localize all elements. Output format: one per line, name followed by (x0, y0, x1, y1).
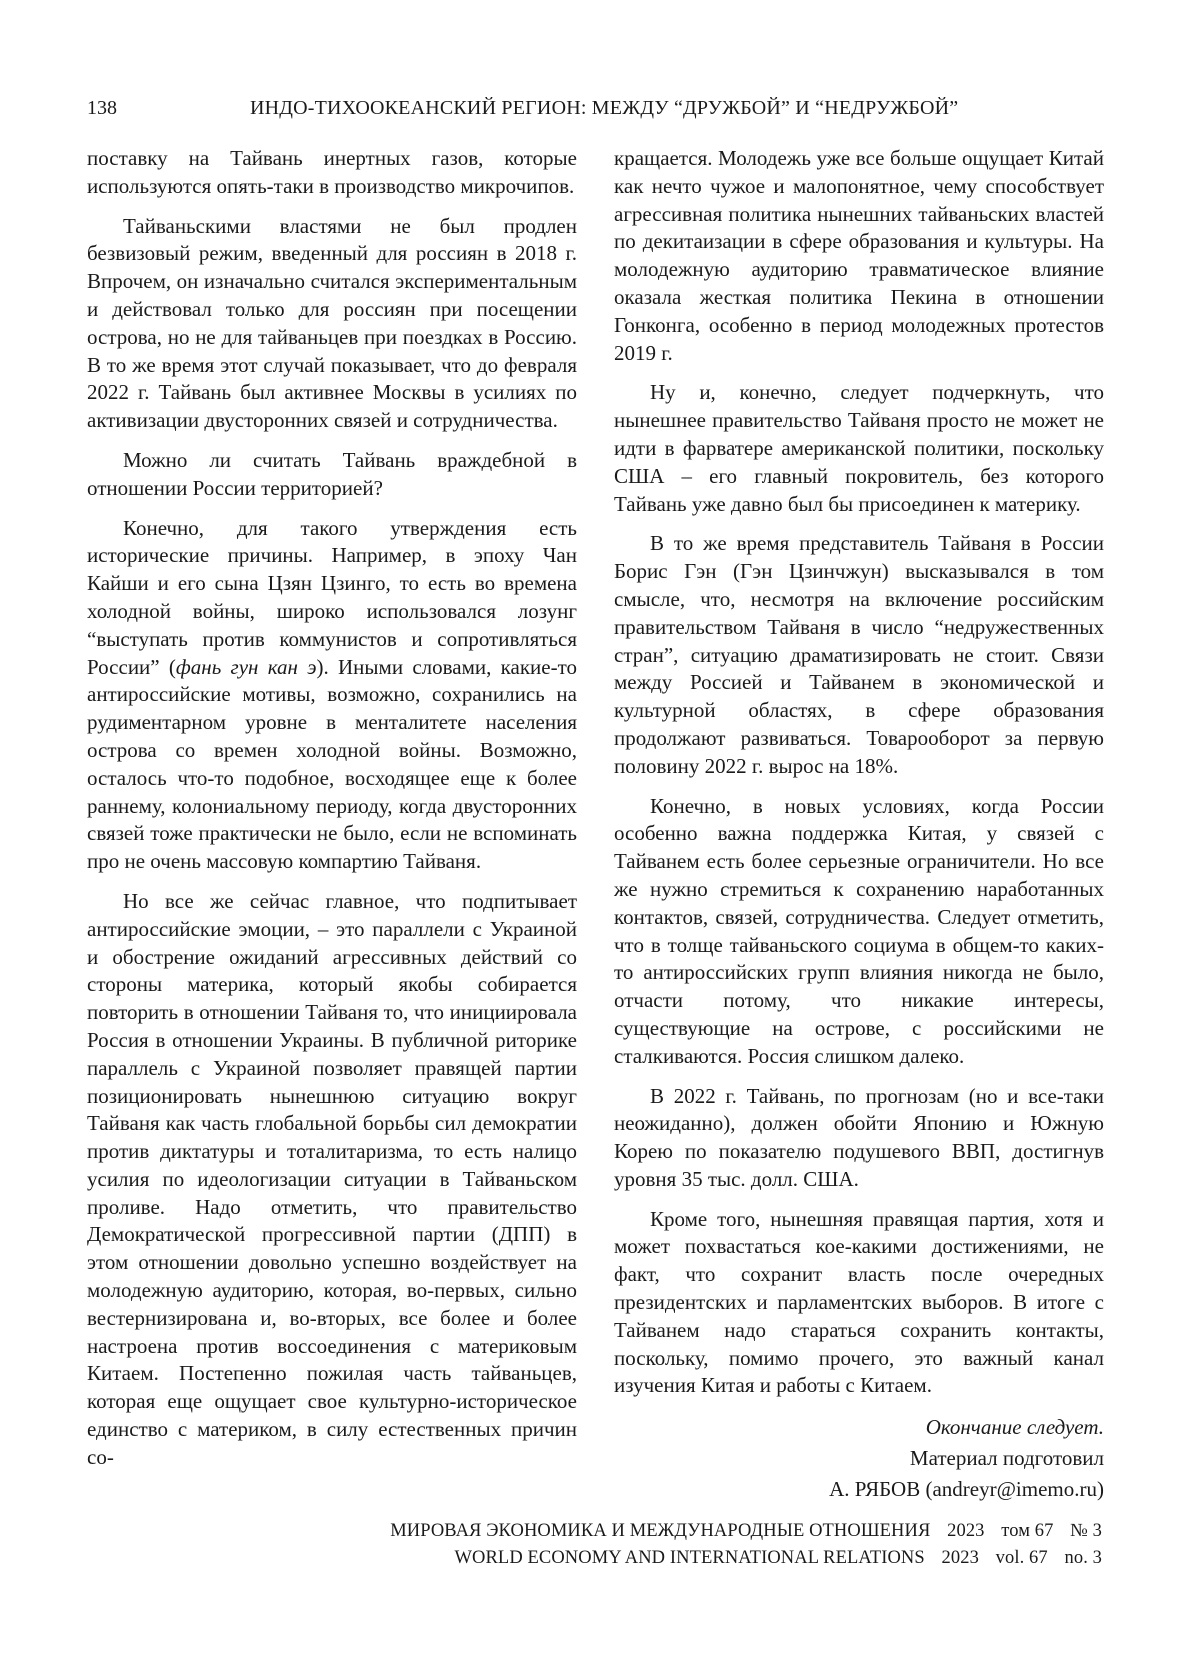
issue-en: no. 3 (1064, 1548, 1102, 1568)
footer-line-en (390, 1545, 1102, 1572)
left-column (87, 145, 577, 1484)
paragraph: В то же время представитель Тайваня в России Борис Гэн (Гэн Цзинчжун) высказывался в том смысле, что, несмотря на включение российским правительством Тайваня в число “недружественных стран”, ситуацию драматизировать не стоит. Связи между Россией и Тайванем в экономической и культурной областях, в сфере образования продолжают развиваться. Товарооборот за первую половину 2022 г. вырос на 18%. (614, 531, 1104, 778)
volume-en: vol. 67 (995, 1548, 1048, 1568)
journal-title-en: WORLD ECONOMY AND INTERNATIONAL RELATIONS (454, 1548, 925, 1568)
paragraph (87, 515, 577, 876)
footer-line-ru (390, 1518, 1102, 1545)
author: А. РЯБОВ (andreyr@imemo.ru) (829, 1477, 1104, 1502)
italic-term: фань гун кан э (175, 654, 317, 679)
paragraph: Можно ли считать Тайвань враждебной в отношении России территорией? (87, 447, 577, 500)
paragraph-text: Конечно, для такого утверждения есть исторические причины. Например, в эпоху Чан Кайши и его сына Цзян Цзинго, то есть во времена холодной войны, широко использовался лозунг “выступать против коммунистов и сопротивляться России” ( (87, 515, 577, 679)
paragraph: Тайваньскими властями не был продлен безвизовый режим, введенный для россиян в 2018 г. Впрочем, он изначально считался экспериментальным и действовал только для россиян при посещении острова, но не для тайваньцев при поездках в Россию. В то же время этот случай показывает, что до февраля 2022 г. Тайвань был активнее Москвы в усилиях по активизации двусторонних связей и сотрудничества. (87, 213, 577, 433)
prepared-by: Материал подготовил (909, 1446, 1104, 1471)
page-number: 138 (87, 97, 117, 119)
to-be-continued: Окончание следует. (925, 1415, 1104, 1440)
year-en: 2023 (941, 1548, 979, 1568)
right-column (614, 145, 1104, 1505)
paragraph: Но все же сейчас главное, что подпитывает антироссийские эмоции, – это параллели с Украиной и обострение ожиданий агрессивных действий со стороны материка, который якобы собирается повторить в отношении Тайваня то, что инициировала Россия в отношении Украины. В публичной риторике параллель с Украиной позволяет правящей партии позиционировать нынешнюю ситуацию вокруг Тайваня как часть глобальной борьбы сил демократии против диктатуры и тоталитаризма, то есть налицо усилия по идеологизации ситуации в Тайваньском проливе. Надо отметить, что правительство Демократической прогрессивной партии (ДПП) в этом отношении довольно успешно воздействует на молодежную аудиторию, которая, во-первых, сильно вестернизирована и, во-вторых, все более и более настроена против воссоединения с материковым Китаем. Постепенно пожилая часть тайваньцев, которая еще ощущает свое культурно-историческое единство с материком, в силу естественных причин со- (87, 888, 577, 1469)
paragraph: Кроме того, нынешняя правящая партия, хотя и может похвастаться кое-какими достижениями, не факт, что сохранит власть после очередных президентских и парламентских выборов. В итоге с Тайванем надо стараться сохранить контакты, поскольку, помимо прочего, это важный канал изучения Китая и работы с Китаем. (614, 1206, 1104, 1398)
year-ru: 2023 (947, 1521, 985, 1541)
issue-ru: № 3 (1070, 1521, 1102, 1541)
paragraph-text: ). Иными словами, какие-то антироссийские мотивы, возможно, сохранились на рудиментарном уровне в менталитете населения острова со времен холодной войны. Возможно, осталось что-то подобное, восходящее еще к более раннему, колониальному периоду, когда двусторонних связей тоже практически не было, если не вспоминать про не очень массовую компартию Тайваня. (87, 654, 577, 874)
signoff (614, 1412, 1104, 1505)
paragraph: поставку на Тайвань инертных газов, которые используются опять-таки в производство микрочипов. (87, 146, 577, 198)
running-title: ИНДО-ТИХООКЕАНСКИЙ РЕГИОН: МЕЖДУ “ДРУЖБОЙ” И “НЕДРУЖБОЙ” (250, 97, 959, 119)
paragraph: Конечно, в новых условиях, когда России особенно важна поддержка Китая, у связей с Тайванем есть более серьезные ограничители. Но все же нужно стремиться к сохранению наработанных контактов, связей, сотрудничества. Следует отметить, что в толще тайваньского социума в общем-то каких-то антироссийских групп влияния никогда не было, отчасти потому, что никакие интересы, существующие на острове, с российскими не сталкиваются. Россия слишком далеко. (614, 793, 1104, 1068)
paragraph: В 2022 г. Тайвань, по прогнозам (но и все-таки неожиданно), должен обойти Японию и Южную Корею по показателю подушевого ВВП, достигнув уровня 35 тыс. долл. США. (614, 1083, 1104, 1191)
volume-ru: том 67 (1001, 1521, 1054, 1541)
journal-footer (390, 1518, 1102, 1572)
journal-title-ru: МИРОВАЯ ЭКОНОМИКА И МЕЖДУНАРОДНЫЕ ОТНОШЕНИЯ (390, 1521, 931, 1541)
paragraph: Ну и, конечно, следует подчеркнуть, что нынешнее правительство Тайваня просто не может не идти в фарватере американской политики, поскольку США – его главный покровитель, без которого Тайвань уже давно был бы присоединен к материку. (614, 380, 1104, 516)
paragraph: кращается. Молодежь уже все больше ощущает Китай как нечто чужое и малопонятное, чему способствует агрессивная политика нынешних тайваньских властей по декитаизации в сфере образования и культуры. На молодежную аудиторию травматическое влияние оказала жесткая политика Пекина в отношении Гонконга, особенно в период молодежных протестов 2019 г. (614, 146, 1104, 365)
